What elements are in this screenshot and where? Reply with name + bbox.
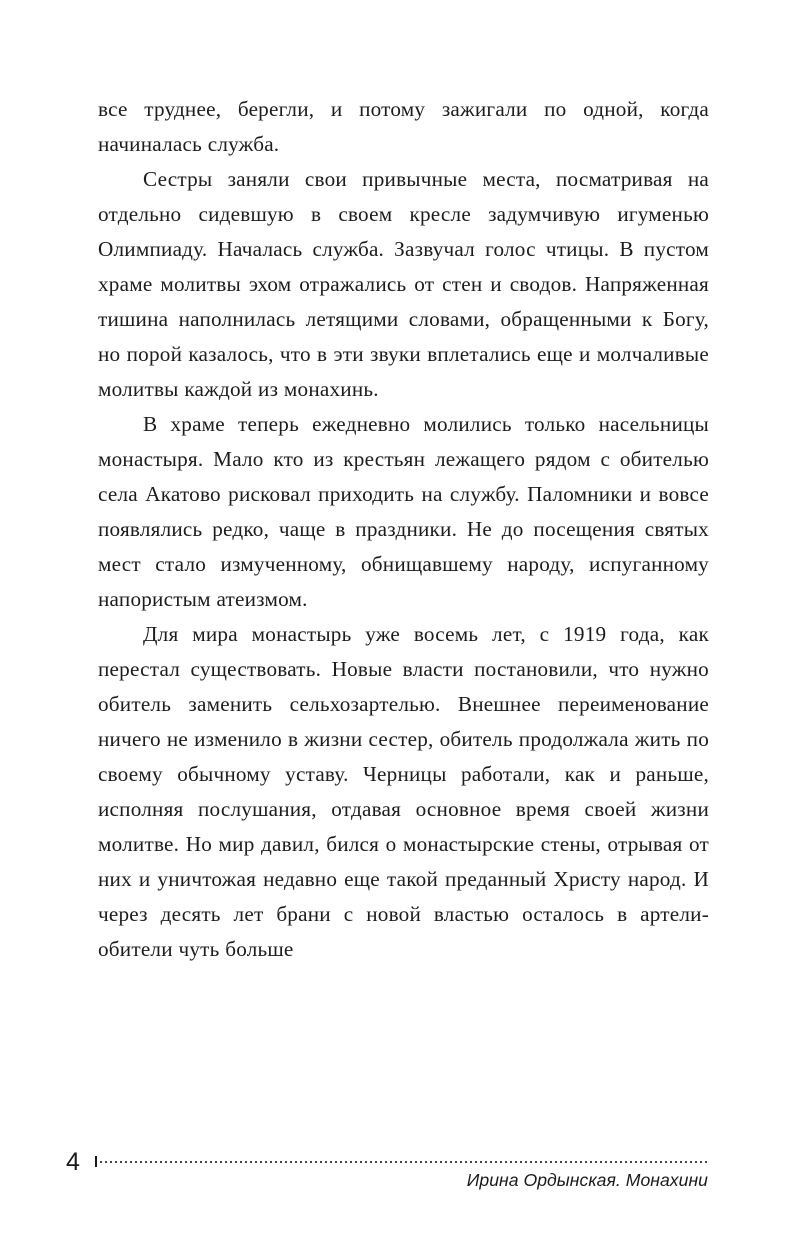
rule-dots [100, 1161, 708, 1163]
footer-dotted-rule [95, 1156, 708, 1170]
paragraph-sestry: Сестры заняли свои привычные места, посматривая на отдельно сидевшую в своем кресле задумчивую игуменью Олимпиаду. Началась служба. Зазвучал голос чтицы. В пустом храме молитвы эхом отражались от стен и сводов. Напряженная тишина наполнилась летящими словами, обращенными к Богу, но порой казалось, что в эти звуки вплетались еще и молчаливые молитвы каждой из монахинь. [98, 167, 709, 401]
paragraph-continuation: все труднее, берегли, и потому зажигали по одной, когда начиналась служба. [98, 97, 709, 156]
body-text-block [98, 92, 709, 967]
paragraph-dlya-mira: Для мира монастырь уже восемь лет, с 1919 года, как перестал существовать. Новые власти постановили, что нужно обитель заменить сельхозартелью. Внешнее переименование ничего не изменило в жизни сестер, обитель продолжала жить по своему обычному уставу. Черницы работали, как и раньше, исполняя послушания, отдавая основное время своей жизни молитве. Но мир давил, бился о монастырские стены, отрывая от них и уничтожая недавно еще такой преданный Христу народ. И через десять лет брани с новой властью осталось в артели-обители чуть больше [98, 622, 709, 961]
page-number: 4 [66, 1148, 80, 1176]
paragraph-v-hrame: В храме теперь ежедневно молились только насельницы монастыря. Мало кто из крестьян лежащего рядом с обителью села Акатово рисковал приходить на службу. Паломники и вовсе появлялись редко, чаще в праздники. Не до посещения святых мест стало измученному, обнищавшему народу, испуганному напористым атеизмом. [98, 412, 709, 611]
rule-tick-mark [95, 1156, 97, 1167]
page-footer [0, 1144, 787, 1214]
running-title: Ирина Ордынская. Монахини [466, 1170, 708, 1190]
